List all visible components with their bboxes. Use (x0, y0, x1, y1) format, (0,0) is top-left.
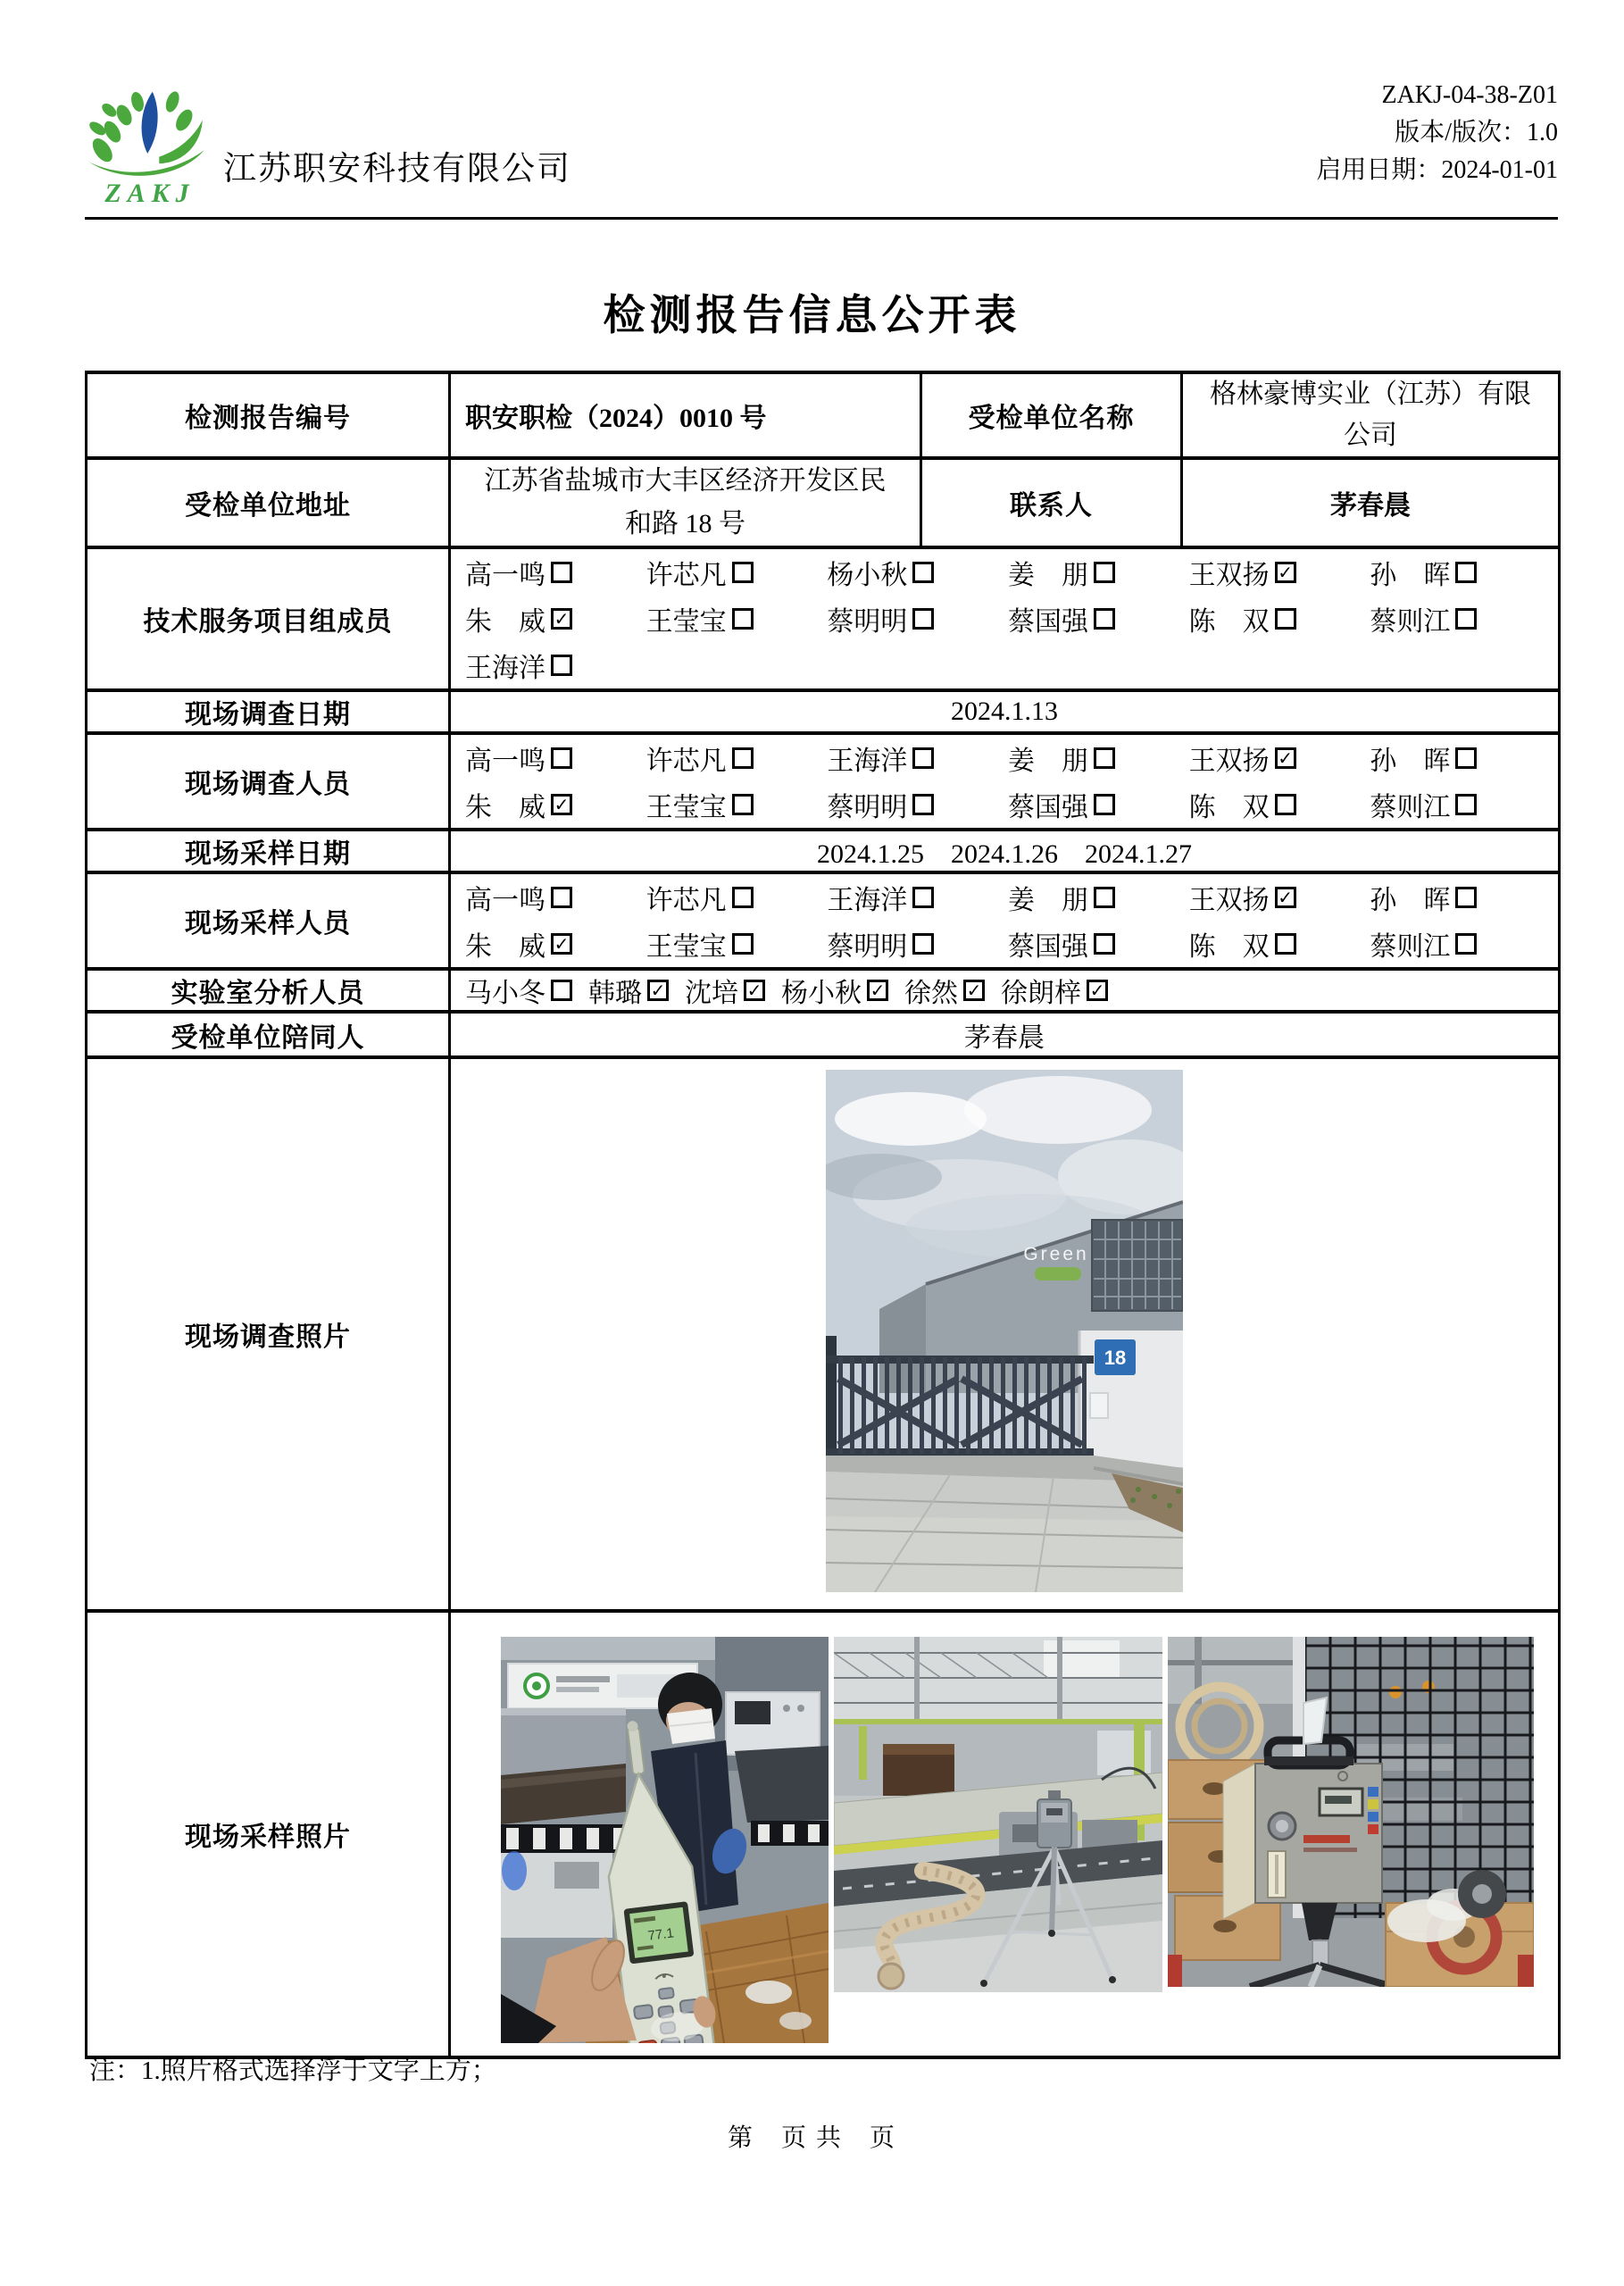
member-item (465, 646, 646, 685)
member-name: 徐朗梓 (1001, 979, 1081, 1008)
team-label: 技术服务项目组成员 (87, 547, 450, 690)
sampling-photo-label: 现场采样照片 (87, 1611, 450, 2057)
member-name: 王莹宝 (645, 793, 727, 822)
member-name: 高一鸣 (465, 561, 545, 590)
checkbox-unchecked[interactable] (732, 887, 754, 908)
checkbox-checked[interactable]: ✓ (744, 980, 765, 1001)
member-item (1370, 553, 1551, 592)
member-item (1008, 738, 1189, 778)
checkbox-unchecked[interactable] (912, 794, 934, 815)
doc-code: ZAKJ-04-38-Z01 (1381, 81, 1558, 109)
checkbox-checked[interactable]: ✓ (1275, 562, 1296, 583)
member-item (465, 924, 646, 964)
checkbox-unchecked[interactable] (1094, 562, 1115, 583)
member-name: 杨小秋 (781, 979, 862, 1008)
checkbox-unchecked[interactable] (1455, 887, 1477, 908)
contact-label: 联系人 (921, 458, 1182, 547)
checkbox-unchecked[interactable] (732, 933, 754, 955)
checkbox-unchecked[interactable] (551, 655, 572, 676)
lab-staff-list (451, 971, 1558, 1010)
checkbox-unchecked[interactable] (551, 887, 572, 908)
member-item (646, 553, 828, 592)
escort-value: 茅春晨 (450, 1012, 1560, 1057)
member-name: 蔡国强 (1008, 932, 1088, 962)
checkbox-unchecked[interactable] (912, 747, 934, 769)
member-item (646, 738, 828, 778)
member-item (1008, 785, 1189, 824)
member-name: 蔡则江 (1370, 793, 1451, 822)
checkbox-checked[interactable]: ✓ (963, 980, 985, 1001)
checkbox-unchecked[interactable] (1455, 794, 1477, 815)
checkbox-checked[interactable]: ✓ (647, 980, 669, 1001)
sampling-photo-tripod-workshop (834, 1637, 1162, 1992)
checkbox-checked[interactable]: ✓ (867, 980, 888, 1001)
sampling-photo-sound-meter (501, 1637, 829, 2043)
member-name: 姜 朋 (1008, 561, 1088, 590)
survey-photo-cell (450, 1057, 1560, 1611)
member-item (1189, 924, 1370, 964)
member-name: 王双扬 (1188, 886, 1270, 915)
member-name: 陈 双 (1188, 607, 1270, 637)
survey-photo-factory-gate (826, 1070, 1183, 1592)
member-item (1008, 924, 1189, 964)
survey-date-label: 现场调查日期 (87, 690, 450, 733)
member-name: 许芯凡 (645, 747, 727, 776)
member-item (1370, 785, 1551, 824)
checkbox-unchecked[interactable] (1094, 887, 1115, 908)
member-item (1008, 553, 1189, 592)
checkbox-unchecked[interactable] (551, 562, 572, 583)
meter-lcd-reading: 77.1 (646, 1924, 675, 1944)
table-row (87, 733, 1560, 830)
member-name: 姜 朋 (1008, 886, 1088, 915)
member-name: 沈培 (685, 979, 738, 1008)
member-item (1001, 971, 1108, 1010)
escort-label: 受检单位陪同人 (87, 1012, 450, 1057)
building-brand-text: Green (1023, 1243, 1089, 1264)
member-name: 王海洋 (827, 886, 908, 915)
checkbox-checked[interactable]: ✓ (1275, 887, 1296, 908)
checkbox-checked[interactable]: ✓ (551, 794, 572, 815)
member-item (465, 878, 646, 917)
table-row (87, 372, 1560, 458)
member-item (1189, 553, 1370, 592)
member-item (465, 738, 646, 778)
sampling-staff-cell (450, 872, 1560, 969)
checkbox-unchecked[interactable] (1094, 747, 1115, 769)
lab-staff-cell (450, 969, 1560, 1012)
company-name: 江苏职安科技有限公司 (223, 151, 571, 188)
team-members-grid (451, 549, 1558, 688)
checkbox-unchecked[interactable] (732, 608, 754, 630)
member-name: 许芯凡 (645, 886, 727, 915)
member-name: 朱 威 (465, 793, 545, 822)
org-name-value: 格林豪博实业（江苏）有限公司 (1182, 372, 1560, 458)
logo-text: ZAKJ (104, 179, 196, 208)
doc-start-date: 启用日期：2024-01-01 (1316, 156, 1558, 184)
member-item (465, 971, 572, 1010)
gate-number-sign: 18 (1103, 1346, 1127, 1369)
member-name: 王莹宝 (645, 932, 727, 962)
member-item (646, 785, 828, 824)
member-item (827, 599, 1008, 638)
member-item (1370, 924, 1551, 964)
member-item (646, 924, 828, 964)
member-item (1189, 599, 1370, 638)
member-item (1189, 878, 1370, 917)
member-name: 蔡国强 (1008, 607, 1088, 637)
checkbox-unchecked[interactable] (1094, 608, 1115, 630)
org-name-label: 受检单位名称 (921, 372, 1182, 458)
member-item (646, 878, 828, 917)
member-item (1008, 878, 1189, 917)
page-title: 检测报告信息公开表 (603, 293, 1021, 339)
member-name: 孙 晖 (1370, 747, 1451, 776)
checkbox-unchecked[interactable] (551, 980, 572, 1001)
company-logo (70, 77, 230, 209)
doc-version: 版本/版次：1.0 (1395, 119, 1558, 146)
sampling-photo-cell (450, 1611, 1560, 2057)
member-name: 徐然 (904, 979, 958, 1008)
checkbox-unchecked[interactable] (1275, 794, 1296, 815)
checkbox-unchecked[interactable] (1455, 747, 1477, 769)
member-name: 高一鸣 (465, 886, 545, 915)
checkbox-unchecked[interactable] (912, 562, 934, 583)
checkbox-checked[interactable]: ✓ (551, 933, 572, 955)
org-addr-label: 受检单位地址 (87, 458, 450, 547)
footnote: 注：1.照片格式选择浮于文字上方； (89, 2057, 497, 2085)
member-item (827, 924, 1008, 964)
survey-staff-grid (451, 735, 1558, 828)
checkbox-unchecked[interactable] (732, 747, 754, 769)
checkbox-unchecked[interactable] (1094, 794, 1115, 815)
member-item (827, 738, 1008, 778)
member-name: 孙 晖 (1370, 561, 1451, 590)
member-name: 高一鸣 (465, 747, 545, 776)
table-row (87, 458, 1560, 547)
checkbox-unchecked[interactable] (912, 887, 934, 908)
checkbox-unchecked[interactable] (732, 562, 754, 583)
report-no-label: 检测报告编号 (87, 372, 450, 458)
member-item (1189, 738, 1370, 778)
page-number-footer: 第 页 共 页 (727, 2124, 896, 2152)
table-row (87, 1057, 1560, 1611)
table-row (87, 872, 1560, 969)
member-name: 姜 朋 (1008, 747, 1088, 776)
checkbox-unchecked[interactable] (1275, 608, 1296, 630)
checkbox-unchecked[interactable] (1455, 608, 1477, 630)
member-item (827, 878, 1008, 917)
checkbox-checked[interactable]: ✓ (1087, 980, 1108, 1001)
checkbox-unchecked[interactable] (912, 933, 934, 955)
sampling-dates-value: 2024.1.25 2024.1.26 2024.1.27 (450, 830, 1560, 872)
member-item (827, 785, 1008, 824)
table-row (87, 1611, 1560, 2057)
member-item (588, 971, 669, 1010)
checkbox-unchecked[interactable] (912, 608, 934, 630)
table-row (87, 690, 1560, 733)
sampling-staff-grid (451, 874, 1558, 967)
member-name: 陈 双 (1188, 793, 1270, 822)
member-item (1370, 599, 1551, 638)
table-row (87, 969, 1560, 1012)
member-name: 朱 威 (465, 607, 545, 637)
sampling-photo-dust-sampler (1168, 1637, 1534, 1987)
contact-value: 茅春晨 (1182, 458, 1560, 547)
member-name: 陈 双 (1188, 932, 1270, 962)
member-item (1189, 785, 1370, 824)
sampling-date-label: 现场采样日期 (87, 830, 450, 872)
member-item (465, 553, 646, 592)
checkbox-unchecked[interactable] (551, 747, 572, 769)
report-info-table (85, 371, 1561, 2059)
member-name: 蔡则江 (1370, 932, 1451, 962)
member-name: 王双扬 (1188, 561, 1270, 590)
member-name: 王海洋 (465, 654, 545, 683)
org-addr-value: 江苏省盐城市大丰区经济开发区民和路 18 号 (450, 458, 921, 547)
member-name: 王双扬 (1188, 747, 1270, 776)
member-item (646, 599, 828, 638)
checkbox-checked[interactable]: ✓ (1275, 747, 1296, 769)
checkbox-unchecked[interactable] (1455, 562, 1477, 583)
member-name: 许芯凡 (645, 561, 727, 590)
member-name: 蔡明明 (827, 793, 908, 822)
report-no-value: 职安职检（2024）0010 号 (450, 372, 921, 458)
member-item (1370, 738, 1551, 778)
member-name: 蔡国强 (1008, 793, 1088, 822)
logo-plant-icon (79, 77, 221, 177)
member-name: 蔡明明 (827, 932, 908, 962)
team-members-cell (450, 547, 1560, 690)
checkbox-unchecked[interactable] (1094, 933, 1115, 955)
member-item (904, 971, 985, 1010)
header-divider (85, 217, 1558, 220)
table-row (87, 1012, 1560, 1057)
sampling-photos (451, 1626, 1558, 2043)
member-item (465, 599, 646, 638)
survey-staff-label: 现场调查人员 (87, 733, 450, 830)
table-row (87, 547, 1560, 690)
member-item (781, 971, 888, 1010)
member-item (685, 971, 765, 1010)
member-name: 王莹宝 (645, 607, 727, 637)
member-item (465, 785, 646, 824)
member-name: 杨小秋 (827, 561, 908, 590)
member-item (827, 553, 1008, 592)
checkbox-checked[interactable]: ✓ (551, 608, 572, 630)
member-name: 马小冬 (465, 979, 545, 1008)
doc-meta (1316, 77, 1558, 189)
checkbox-unchecked[interactable] (1275, 933, 1296, 955)
table-row (87, 830, 1560, 872)
member-name: 蔡明明 (827, 607, 908, 637)
survey-staff-cell (450, 733, 1560, 830)
lab-staff-label: 实验室分析人员 (87, 969, 450, 1012)
checkbox-unchecked[interactable] (732, 794, 754, 815)
survey-photo-label: 现场调查照片 (87, 1057, 450, 1611)
member-name: 蔡则江 (1370, 607, 1451, 637)
survey-date-value: 2024.1.13 (450, 690, 1560, 733)
member-name: 朱 威 (465, 932, 545, 962)
member-item (1370, 878, 1551, 917)
member-name: 王海洋 (827, 747, 908, 776)
member-name: 韩璐 (588, 979, 642, 1008)
member-item (1008, 599, 1189, 638)
checkbox-unchecked[interactable] (1455, 933, 1477, 955)
sampling-staff-label: 现场采样人员 (87, 872, 450, 969)
member-name: 孙 晖 (1370, 886, 1451, 915)
